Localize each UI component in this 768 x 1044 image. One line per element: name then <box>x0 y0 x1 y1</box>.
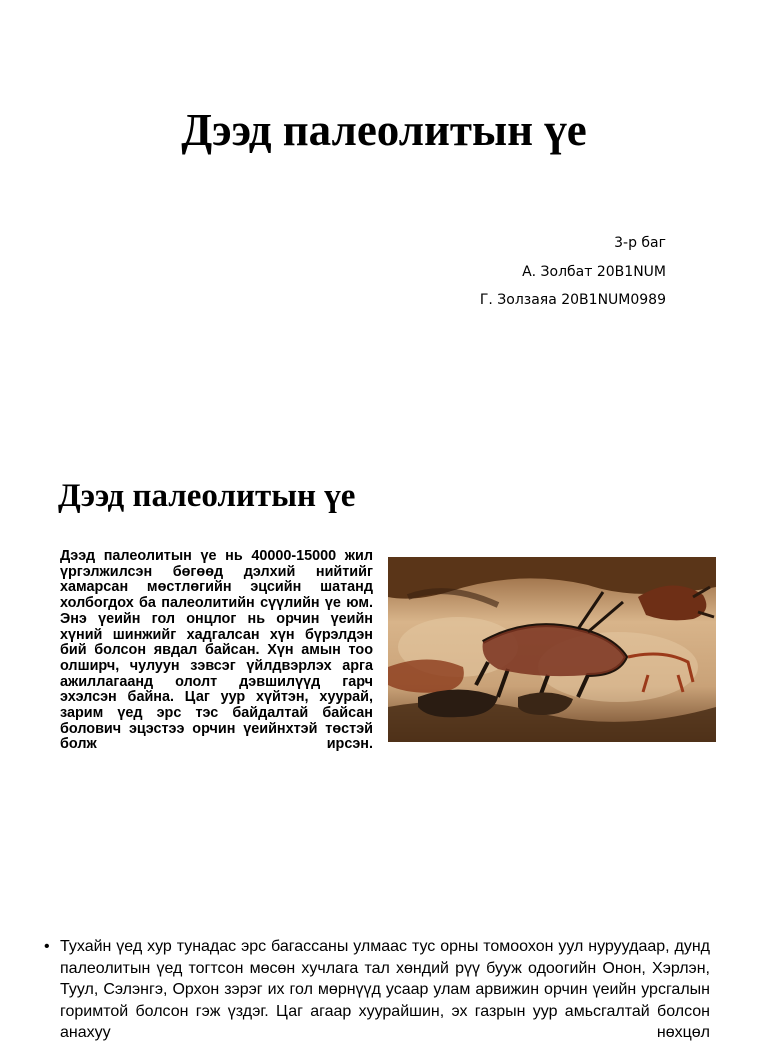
page-title: Дээд палеолитын үе <box>181 105 587 155</box>
content-slide <box>0 460 768 910</box>
body-paragraph: Дээд палеолитын үе нь 40000-15000 жил үргэлжилсэн бөгөөд дэлхий нийтийг хамарсан мөстлөгийн эцсийн шатанд холбогдох ба палеолитийн сүүлийн үе юм. Энэ үеийн гол онцлог нь орчин үеийн хүний шинжийг хадгалсан хүн бүрэлдэн бий болсон явдал байсан. Хүн амын тоо олширч, чулуун зэвсэг үйлдвэрлэх арга ажиллагаанд ололт дэвшилүүд гарч эхэлсэн байна. Цаг уур хүйтэн, хуурай, зарим үед эрс тэс байдалтай байсан болович эцэстээ орчин үеийнхтэй төстэй болж ирсэн. <box>60 548 373 753</box>
author-1: А. Золбат 20B1NUM <box>522 263 666 280</box>
author-group: 3-р баг <box>614 235 666 251</box>
cave-painting-image <box>388 557 716 742</box>
author-2: Г. Золзаяа 20B1NUM0989 <box>479 292 666 308</box>
section-heading: Дээд палеолитын үе <box>58 478 356 514</box>
title-slide <box>0 0 768 450</box>
bullet-item <box>44 936 710 1044</box>
bullet-text: Тухайн үед хур тунадас эрс багассаны улмаас тус орны томоохон уул нуруудаар, дунд палеолитын үед тогтсон мөсөн хучлага тал хөндий рүү бууж одоогийн Онон, Хэрлэн, Туул, Сэлэнгэ, Орхон зэрэг их гол мөрнүүд усаар улам арвижин орчин үеийн урсгалын горимтой болсон гэж үздэг. Цаг агаар хуурайшин, эх газрын уур амьсгалтай болсон анахуу нөхцөл <box>60 938 710 1041</box>
bullet-slide <box>0 930 768 1041</box>
bullet-icon: • <box>44 938 50 955</box>
author-list <box>480 229 666 315</box>
